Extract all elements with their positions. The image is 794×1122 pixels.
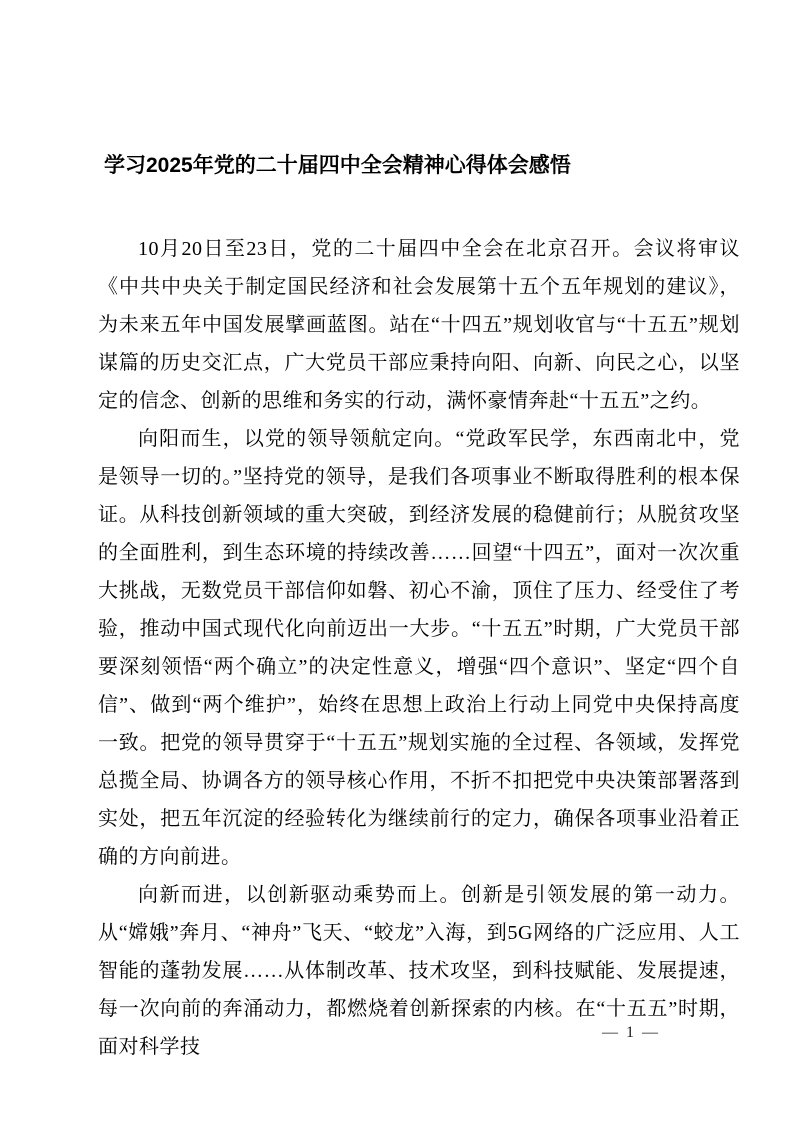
paragraph-innovation: 向新而进，以创新驱动乘势而上。创新是引领发展的第一动力。从“嫦娥”奔月、“神舟”飞天、“蛟龙”入海，到5G网络的广泛应用、人工智能的蓬勃发展……从体制改革、技术攻坚，到科技赋能、发展提速，每一次向前的奔涌动力，都燃烧着创新探索的内核。在“十五五”时期，面对科学技 [98, 884, 740, 1058]
document-body [98, 230, 740, 1066]
document-title: 学习2025年党的二十届四中全会精神心得体会感悟 [104, 154, 571, 177]
document-content [98, 152, 740, 1066]
page-number: — 1 — [602, 1024, 660, 1041]
paragraph-intro: 10月20日至23日，党的二十届四中全会在北京召开。会议将审议《中共中央关于制定国民经济和社会发展第十五个五年规划的建议》，为未来五年中国发展擘画蓝图。站在“十四五”规划收官与“十五五”规划谋篇的历史交汇点，广大党员干部应秉持向阳、向新、向民之心，以坚定的信念、创新的思维和务实的行动，满怀豪情奔赴“十五五”之约。 [98, 238, 740, 412]
paragraph-party-leadership: 向阳而生，以党的领导领航定向。“党政军民学，东西南北中，党是领导一切的。”坚持党的领导，是我们各项事业不断取得胜利的根本保证。从科技创新领域的重大突破，到经济发展的稳健前行；从脱贫攻坚的全面胜利，到生态环境的持续改善……回望“十四五”，面对一次次重大挑战，无数党员干部信仰如磐、初心不渝，顶住了压力、经受住了考验，推动中国式现代化向前迈出一大步。“十五五”时期，广大党员干部要深刻领悟“两个确立”的决定性意义，增强“四个意识”、坚定“四个自信”、做到“两个维护”，始终在思想上政治上行动上同党中央保持高度一致。把党的领导贯穿于“十五五”规划实施的全过程、各领域，发挥党总揽全局、协调各方的领导核心作用，不折不扣把党中央决策部署落到实处，把五年沉淀的经验转化为继续前行的定力，确保各项事业沿着正确的方向前进。 [98, 428, 740, 868]
